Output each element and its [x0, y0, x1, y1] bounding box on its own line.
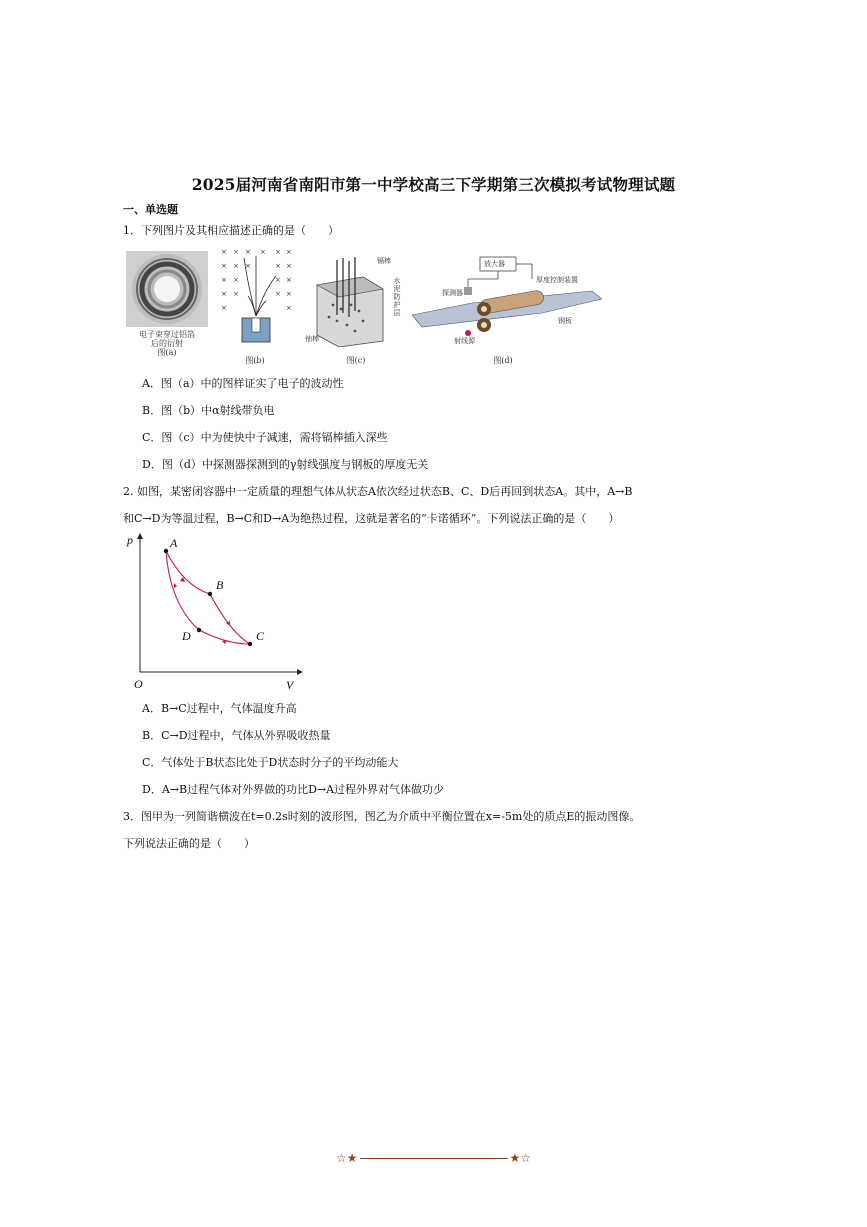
- fig-c-label-cadmium-rod: 镉棒: [377, 257, 391, 265]
- point-d: [197, 628, 201, 632]
- q1-option-a: A．图（a）中的图样证实了电子的波动性: [142, 377, 344, 390]
- fig-d-label-detector: 探测器: [442, 289, 463, 297]
- svg-text:×: ×: [233, 290, 239, 298]
- svg-text:×: ×: [221, 276, 227, 284]
- fig-a-caption-line2: 后的衍射: [151, 339, 183, 348]
- svg-text:×: ×: [221, 290, 227, 298]
- q1-option-c: C．图（c）中为使快中子减速，需将镉棒插入深些: [142, 431, 388, 444]
- svg-text:×: ×: [286, 304, 292, 312]
- origin-label: O: [134, 677, 143, 691]
- fig-d-label-source: 射线源: [454, 337, 475, 345]
- page-footer: [0, 1151, 867, 1165]
- point-c: [248, 642, 252, 646]
- footer-stars-left: ☆★: [335, 1151, 358, 1165]
- label-b: B: [216, 578, 224, 592]
- svg-text:×: ×: [233, 262, 239, 270]
- fig-a-diffraction-image: [126, 251, 208, 327]
- point-a: [164, 549, 168, 553]
- svg-text:×: ×: [286, 290, 292, 298]
- svg-text:×: ×: [233, 248, 239, 256]
- q3-stem-line2: 下列说法正确的是（ ）: [123, 837, 255, 850]
- fig-b-caption: 图(b): [245, 356, 265, 365]
- fig-d-label-amplifier: 放大器: [484, 260, 505, 268]
- q2-option-b: B．C→D过程中，气体从外界吸收热量: [142, 729, 331, 742]
- curve-da: [166, 551, 199, 630]
- q1-option-d: D．图（d）中探测器探测到的γ射线强度与钢板的厚度无关: [142, 458, 429, 471]
- svg-text:×: ×: [286, 248, 292, 256]
- label-d: D: [182, 629, 191, 643]
- svg-text:×: ×: [245, 262, 251, 270]
- svg-text:×: ×: [286, 276, 292, 284]
- fig-d-label-steel: 钢板: [558, 317, 572, 325]
- label-c: C: [256, 629, 265, 643]
- footer-divider: [360, 1158, 508, 1159]
- q1-option-b: B．图（b）中α射线带负电: [142, 404, 275, 417]
- q2-stem-line1: 2. 如图，某密闭容器中一定质量的理想气体从状态A依次经过状态B、C、D后再回到状态A。其中，A→B: [123, 485, 633, 498]
- section-heading: 一、单选题: [123, 203, 178, 216]
- q2-option-c: C．气体处于B状态比处于D状态时分子的平均动能大: [142, 756, 399, 769]
- svg-text:×: ×: [260, 248, 266, 256]
- y-axis-label: p: [127, 533, 133, 547]
- svg-text:×: ×: [275, 290, 281, 298]
- fig-d-label-control: 厚度控制装置: [536, 276, 578, 284]
- fig-a-caption: [126, 330, 208, 357]
- fig-c-label-concrete: 水泥防护层: [393, 277, 401, 317]
- page-title: 2025届河南省南阳市第一中学校高三下学期第三次模拟考试物理试题: [191, 175, 676, 194]
- fig-a-caption-line1: 电子束穿过铝箔: [139, 330, 195, 339]
- svg-text:×: ×: [221, 262, 227, 270]
- fig-c-reactor-image: [303, 255, 405, 347]
- footer-stars-right: ★☆: [509, 1151, 532, 1165]
- svg-text:×: ×: [233, 276, 239, 284]
- point-b: [208, 592, 212, 596]
- fig-d-caption: 图(d): [493, 356, 513, 365]
- q1-stem: 1．下列图片及其相应描述正确的是（ ）: [123, 224, 339, 237]
- fig-a-caption-label: 图(a): [157, 348, 177, 357]
- svg-text:×: ×: [275, 248, 281, 256]
- svg-text:×: ×: [221, 248, 227, 256]
- q3-stem-line1: 3．图甲为一列简谐横波在t=0.2s时刻的波形图，图乙为介质中平衡位置在x=-5m处的质点E的振动图像。: [123, 810, 641, 823]
- q2-stem-line2: 和C→D为等温过程，B→C和D→A为绝热过程，这就是著名的“卡诺循环”。下列说法正确的是（ ）: [123, 512, 620, 525]
- carnot-cycle-graph: [122, 530, 307, 695]
- q2-option-a: A．B→C过程中，气体温度升高: [142, 702, 297, 715]
- fig-d-thickness-gauge-image: [412, 253, 602, 356]
- fig-b-magnetic-field-image: [218, 246, 293, 346]
- fig-c-label-uranium-rod: 铀棒: [305, 335, 319, 343]
- svg-text:×: ×: [275, 262, 281, 270]
- svg-text:×: ×: [275, 276, 281, 284]
- svg-text:×: ×: [286, 262, 292, 270]
- curve-bc: [210, 594, 250, 644]
- svg-text:×: ×: [221, 304, 227, 312]
- x-axis-label: V: [286, 678, 294, 692]
- fig-c-caption: 图(c): [346, 356, 366, 365]
- label-a: A: [170, 536, 178, 550]
- q2-option-d: D．A→B过程气体对外界做的功比D→A过程外界对气体做功少: [142, 783, 445, 796]
- svg-text:×: ×: [245, 248, 251, 256]
